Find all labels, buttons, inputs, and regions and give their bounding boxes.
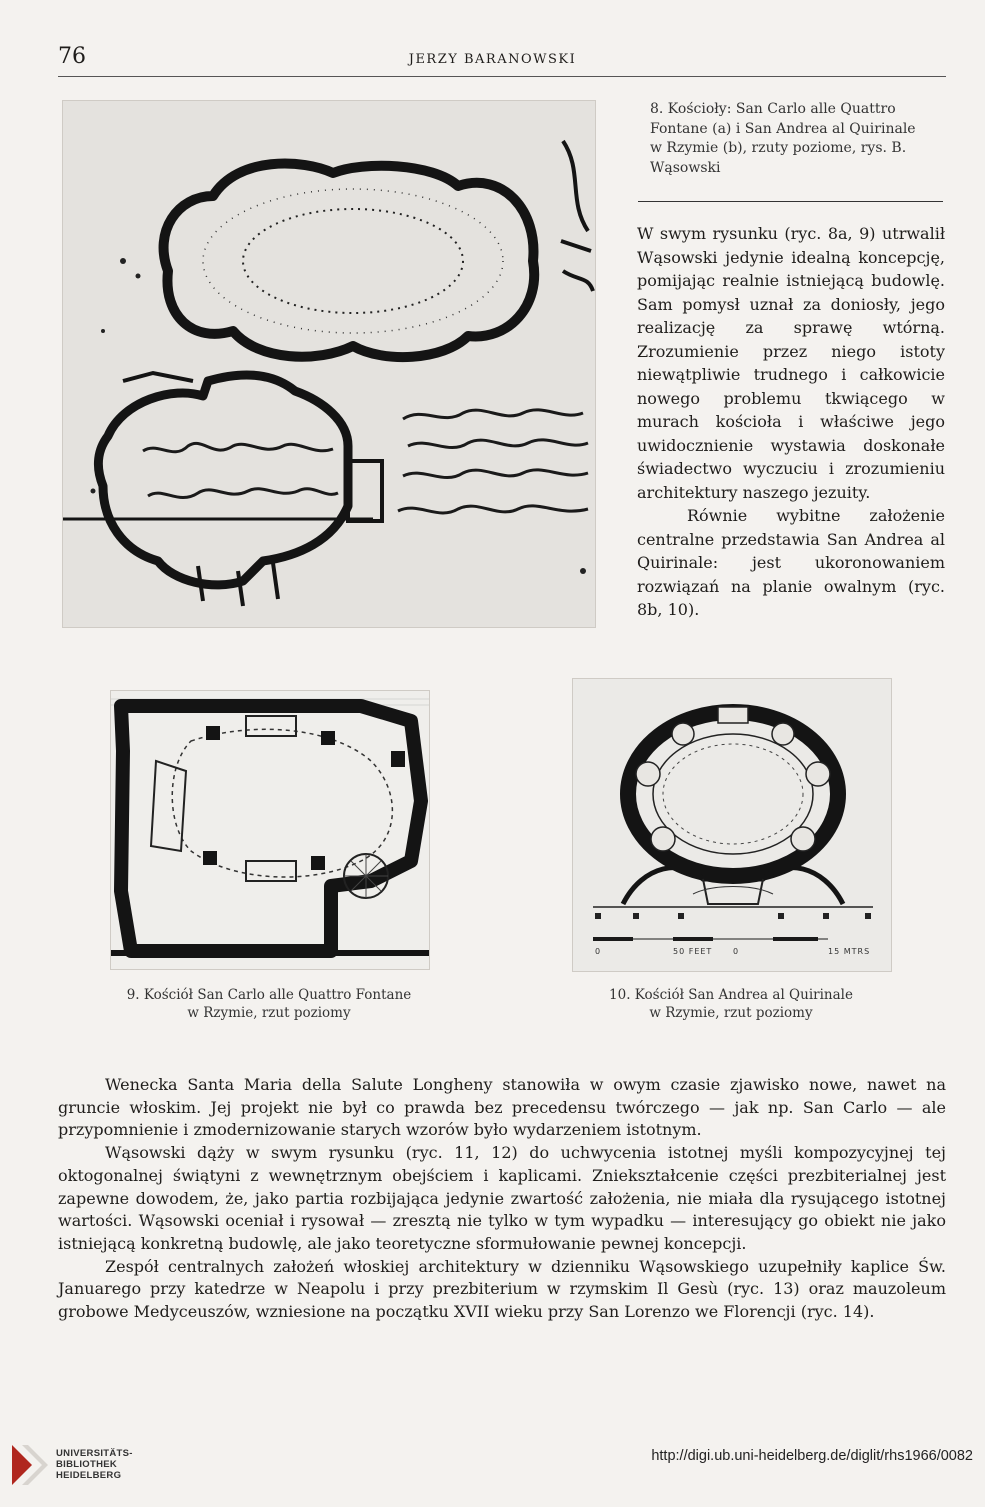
scale-label-metres: 15 MTRS	[828, 947, 871, 956]
caption-line: 8. Kościoły: San Carlo alle Quattro	[650, 101, 896, 117]
caption-rule	[638, 201, 943, 202]
caption-line: w Rzymie, rzut poziomy	[187, 1005, 351, 1021]
caption-line: Wąsowski	[650, 159, 721, 176]
caption-line: w Rzymie (b), rzuty poziome, rys. B.	[650, 140, 907, 156]
paragraph: Równie wybitne założenie centralne przedstawia San Andrea al Quirinale: jest ukoronowaniem rozwiązań na planie owalnym (ryc. 8b, 10).	[637, 506, 945, 619]
paragraph: Zespół centralnych założeń włoskiej architektury w dzienniku Wąsowskiego uzupełniły kaplice Św. Januarego przy katedrze w Neapolu i przy prezbiterium w rzymskim Il Gesù (ryc. 13) oraz mauzoleum grobowe Medyceuszów, wzniesione na początku XVII wieku przy San Lorenzo we Florencji (ryc. 14).	[58, 1256, 946, 1322]
sketch-drawing	[63, 101, 595, 627]
caption-line: 10. Kościół San Andrea al Quirinale	[609, 987, 853, 1003]
running-title: JERZY BARANOWSKI	[408, 52, 577, 67]
logo-line: BIBLIOTHEK	[56, 1459, 118, 1470]
paragraph: Wenecka Santa Maria della Salute Longheny stanowiła w owym czasie zjawisko nowe, nawet na gruncie włoskim. Jej projekt nie był co prawda bez precedensu twórczego — jak np. San Carlo — ale przypomnienie i zmodernizowanie starych wzorów było wydarzeniem istotnym.	[58, 1075, 946, 1140]
header-rule	[58, 76, 946, 77]
figure-10-plan	[572, 678, 892, 972]
body-text	[58, 1074, 946, 1324]
source-url[interactable]: http://digi.ub.uni-heidelberg.de/diglit/rhs1966/0082	[651, 1448, 973, 1464]
san-carlo-plan-drawing	[111, 691, 429, 969]
san-andrea-plan-drawing	[573, 679, 891, 971]
paragraph: Wąsowski dąży w swym rysunku (ryc. 11, 12) do uchwycenia istotnej myśli kompozycyjnej tej oktogonalnej świątyni z wewnętrznym obejściem i kaplicami. Zniekształcenie części prezbiterialnej jest zapewne dowodem, że, jako partia rozbijająca jedynie zwartość założenia, nie miała dla rysującego istotnej wartości. Wąsowski oceniał i rysował — zresztą nie tylko w tym wypadku — interesujący go obiekt nie jako istniejącą konkretną budowlę, ale jako teoretyczne sformułowanie pewnej koncepcji.	[58, 1143, 946, 1253]
figure-9-plan	[110, 690, 430, 970]
figure-8-sketch	[62, 100, 596, 628]
figure-9-caption	[88, 986, 450, 1022]
heidelberg-logo-icon	[10, 1443, 52, 1487]
logo-line: HEIDELBERG	[56, 1470, 122, 1481]
paragraph: W swym rysunku (ryc. 8a, 9) utrwalił Wąsowski jedynie idealną koncepcję, pomijając realnie istniejącą budowlę. Sam pomysł uznał za doniosły, jego realizację za sprawę wtórną. Zrozumienie przez niego istoty niewątpliwie trudnego i całkowicie nowego problemu tkwiącego w murach kościoła i właściwe jego uwidocznienie wystawia doskonałe świadectwo wyczuciu i zrozumieniu architektury naszego jezuity.	[637, 224, 945, 502]
scale-label-feet: 50 FEET	[673, 947, 713, 956]
caption-line: w Rzymie, rzut poziomy	[649, 1005, 813, 1021]
figure-10-caption	[550, 986, 912, 1022]
caption-line: 9. Kościół San Carlo alle Quattro Fontane	[126, 987, 412, 1003]
figure-8-caption	[650, 100, 935, 178]
page-number: 76	[58, 44, 86, 69]
library-name	[56, 1448, 133, 1481]
side-column-text	[637, 222, 945, 622]
library-logo[interactable]	[10, 1443, 133, 1491]
caption-line: Fontane (a) i San Andrea al Quirinale	[650, 120, 916, 137]
scale-label-mid-zero: 0	[733, 947, 739, 956]
scale-label-left-zero: 0	[595, 947, 601, 956]
logo-line: UNIVERSITÄTS-	[56, 1448, 133, 1459]
